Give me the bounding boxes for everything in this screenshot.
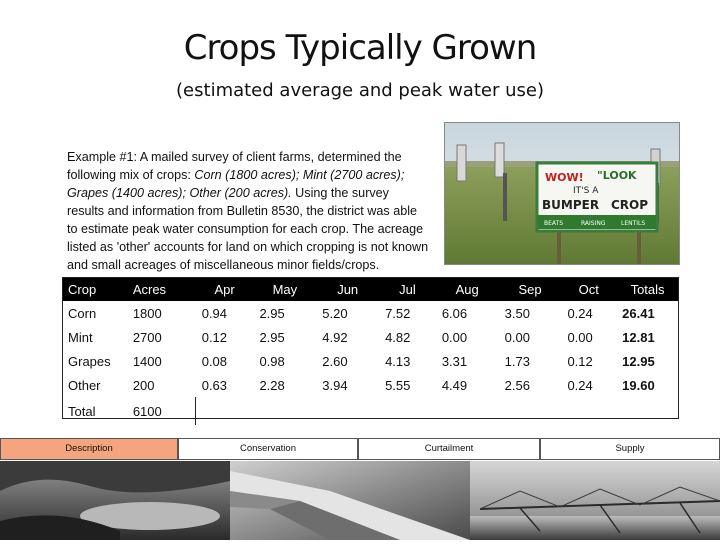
cell-jun: 3.94 [322, 377, 348, 393]
sign-photo-image [445, 123, 679, 264]
cell-acres: 200 [132, 377, 155, 393]
cell-apr: 0.12 [201, 329, 228, 345]
header-may: May [272, 281, 298, 297]
header-acres: Acres [132, 281, 167, 297]
cell-total: 12.95 [622, 353, 655, 369]
crop-water-use-table [62, 277, 679, 425]
cell-aug: 4.49 [441, 377, 468, 393]
header-jul: Jul [399, 281, 416, 297]
cell-sep: 1.73 [504, 353, 530, 369]
cell-acres: 1400 [132, 353, 162, 369]
cell-total: 26.41 [622, 305, 655, 321]
cell-apr: 0.94 [201, 305, 228, 321]
header-apr: Apr [214, 281, 235, 297]
sign-text-bumper: BUMPER [542, 198, 600, 212]
cell-acres: 1800 [132, 305, 162, 321]
cell-apr: 0.63 [201, 377, 228, 393]
bottom-photo-strip [0, 461, 720, 540]
header-oct: Oct [578, 281, 599, 297]
table-row [62, 325, 679, 349]
sign-text-its-a: IT'S A [573, 186, 599, 196]
bumper-crop-sign-photo [444, 122, 680, 265]
tab-conservation[interactable]: Conservation [178, 438, 358, 460]
bottom-photos-image [0, 461, 720, 540]
tab-curtailment[interactable]: Curtailment [358, 438, 540, 460]
cell-aug: 6.06 [441, 305, 468, 321]
sign-text-crop: CROP [611, 198, 649, 212]
sign-text-lentils: LENTILS [621, 220, 646, 227]
table-row [62, 373, 679, 397]
page-title: Crops Typically Grown [183, 28, 537, 68]
header-jun: Jun [337, 281, 359, 297]
cell-empty [196, 397, 679, 425]
cell-jun: 2.60 [322, 353, 348, 369]
cell-jul: 4.13 [385, 353, 411, 369]
cell-oct: 0.00 [567, 329, 593, 345]
table-row [62, 349, 679, 373]
sign-text-raising: RAISING [581, 220, 606, 227]
cell-jul: 4.82 [385, 329, 411, 345]
cell-total-label: Total [68, 403, 96, 419]
header-totals: Totals [630, 281, 665, 297]
cell-total: 12.81 [622, 329, 655, 345]
cell-crop: Grapes [68, 353, 111, 369]
cell-sep: 3.50 [504, 305, 530, 321]
cell-may: 2.95 [259, 329, 285, 345]
cell-crop: Corn [68, 305, 97, 321]
header-crop: Crop [68, 281, 97, 297]
cell-sep: 0.00 [504, 329, 530, 345]
cell-aug: 3.31 [441, 353, 468, 369]
intro-text: Example #1: A mailed survey of client farms, determined the following mix of crops: [67, 150, 402, 182]
cell-aug: 0.00 [441, 329, 468, 345]
tab-supply[interactable]: Supply [540, 438, 720, 460]
cell-jun: 4.92 [322, 329, 348, 345]
cell-crop: Other [68, 377, 101, 393]
tab-description[interactable]: Description [0, 438, 178, 460]
cell-crop: Mint [68, 329, 93, 345]
cell-jun: 5.20 [322, 305, 348, 321]
header-sep: Sep [518, 281, 542, 297]
section-tabs [0, 438, 720, 460]
cell-may: 0.98 [259, 353, 285, 369]
cell-oct: 0.24 [567, 305, 593, 321]
page-subtitle: (estimated average and peak water use) [176, 80, 544, 101]
cell-total-acres: 6100 [132, 403, 162, 419]
header-aug: Aug [455, 281, 479, 297]
sign-text-look: "LOOK [597, 169, 637, 182]
sign-text-beats: BEATS [544, 220, 564, 227]
table-row [62, 301, 679, 325]
cell-oct: 0.24 [567, 377, 593, 393]
sign-text-wow: WOW! [545, 171, 584, 184]
cell-may: 2.95 [259, 305, 285, 321]
table-header-row [62, 277, 679, 301]
cell-acres: 2700 [132, 329, 162, 345]
cell-jul: 7.52 [385, 305, 411, 321]
cell-total: 19.60 [622, 377, 655, 393]
cell-may: 2.28 [259, 377, 285, 393]
table-total-row [62, 397, 679, 425]
crop-mix-text: Corn (1800 acres); Mint (2700 acres); Grapes (1400 acres); Other (200 acres). [67, 168, 405, 200]
example-description [67, 148, 429, 278]
cell-apr: 0.08 [201, 353, 228, 369]
cell-sep: 2.56 [504, 377, 530, 393]
cell-oct: 0.12 [567, 353, 593, 369]
cell-jul: 5.55 [385, 377, 411, 393]
intro-text-continued: Using the survey results and information from Bulletin 8530, the district was able to estimate peak water consumption for each crop. The acreage listed as 'other' accounts for land on which cropping is not known and small acreages of miscellaneous minor fields/crops. [67, 186, 429, 272]
